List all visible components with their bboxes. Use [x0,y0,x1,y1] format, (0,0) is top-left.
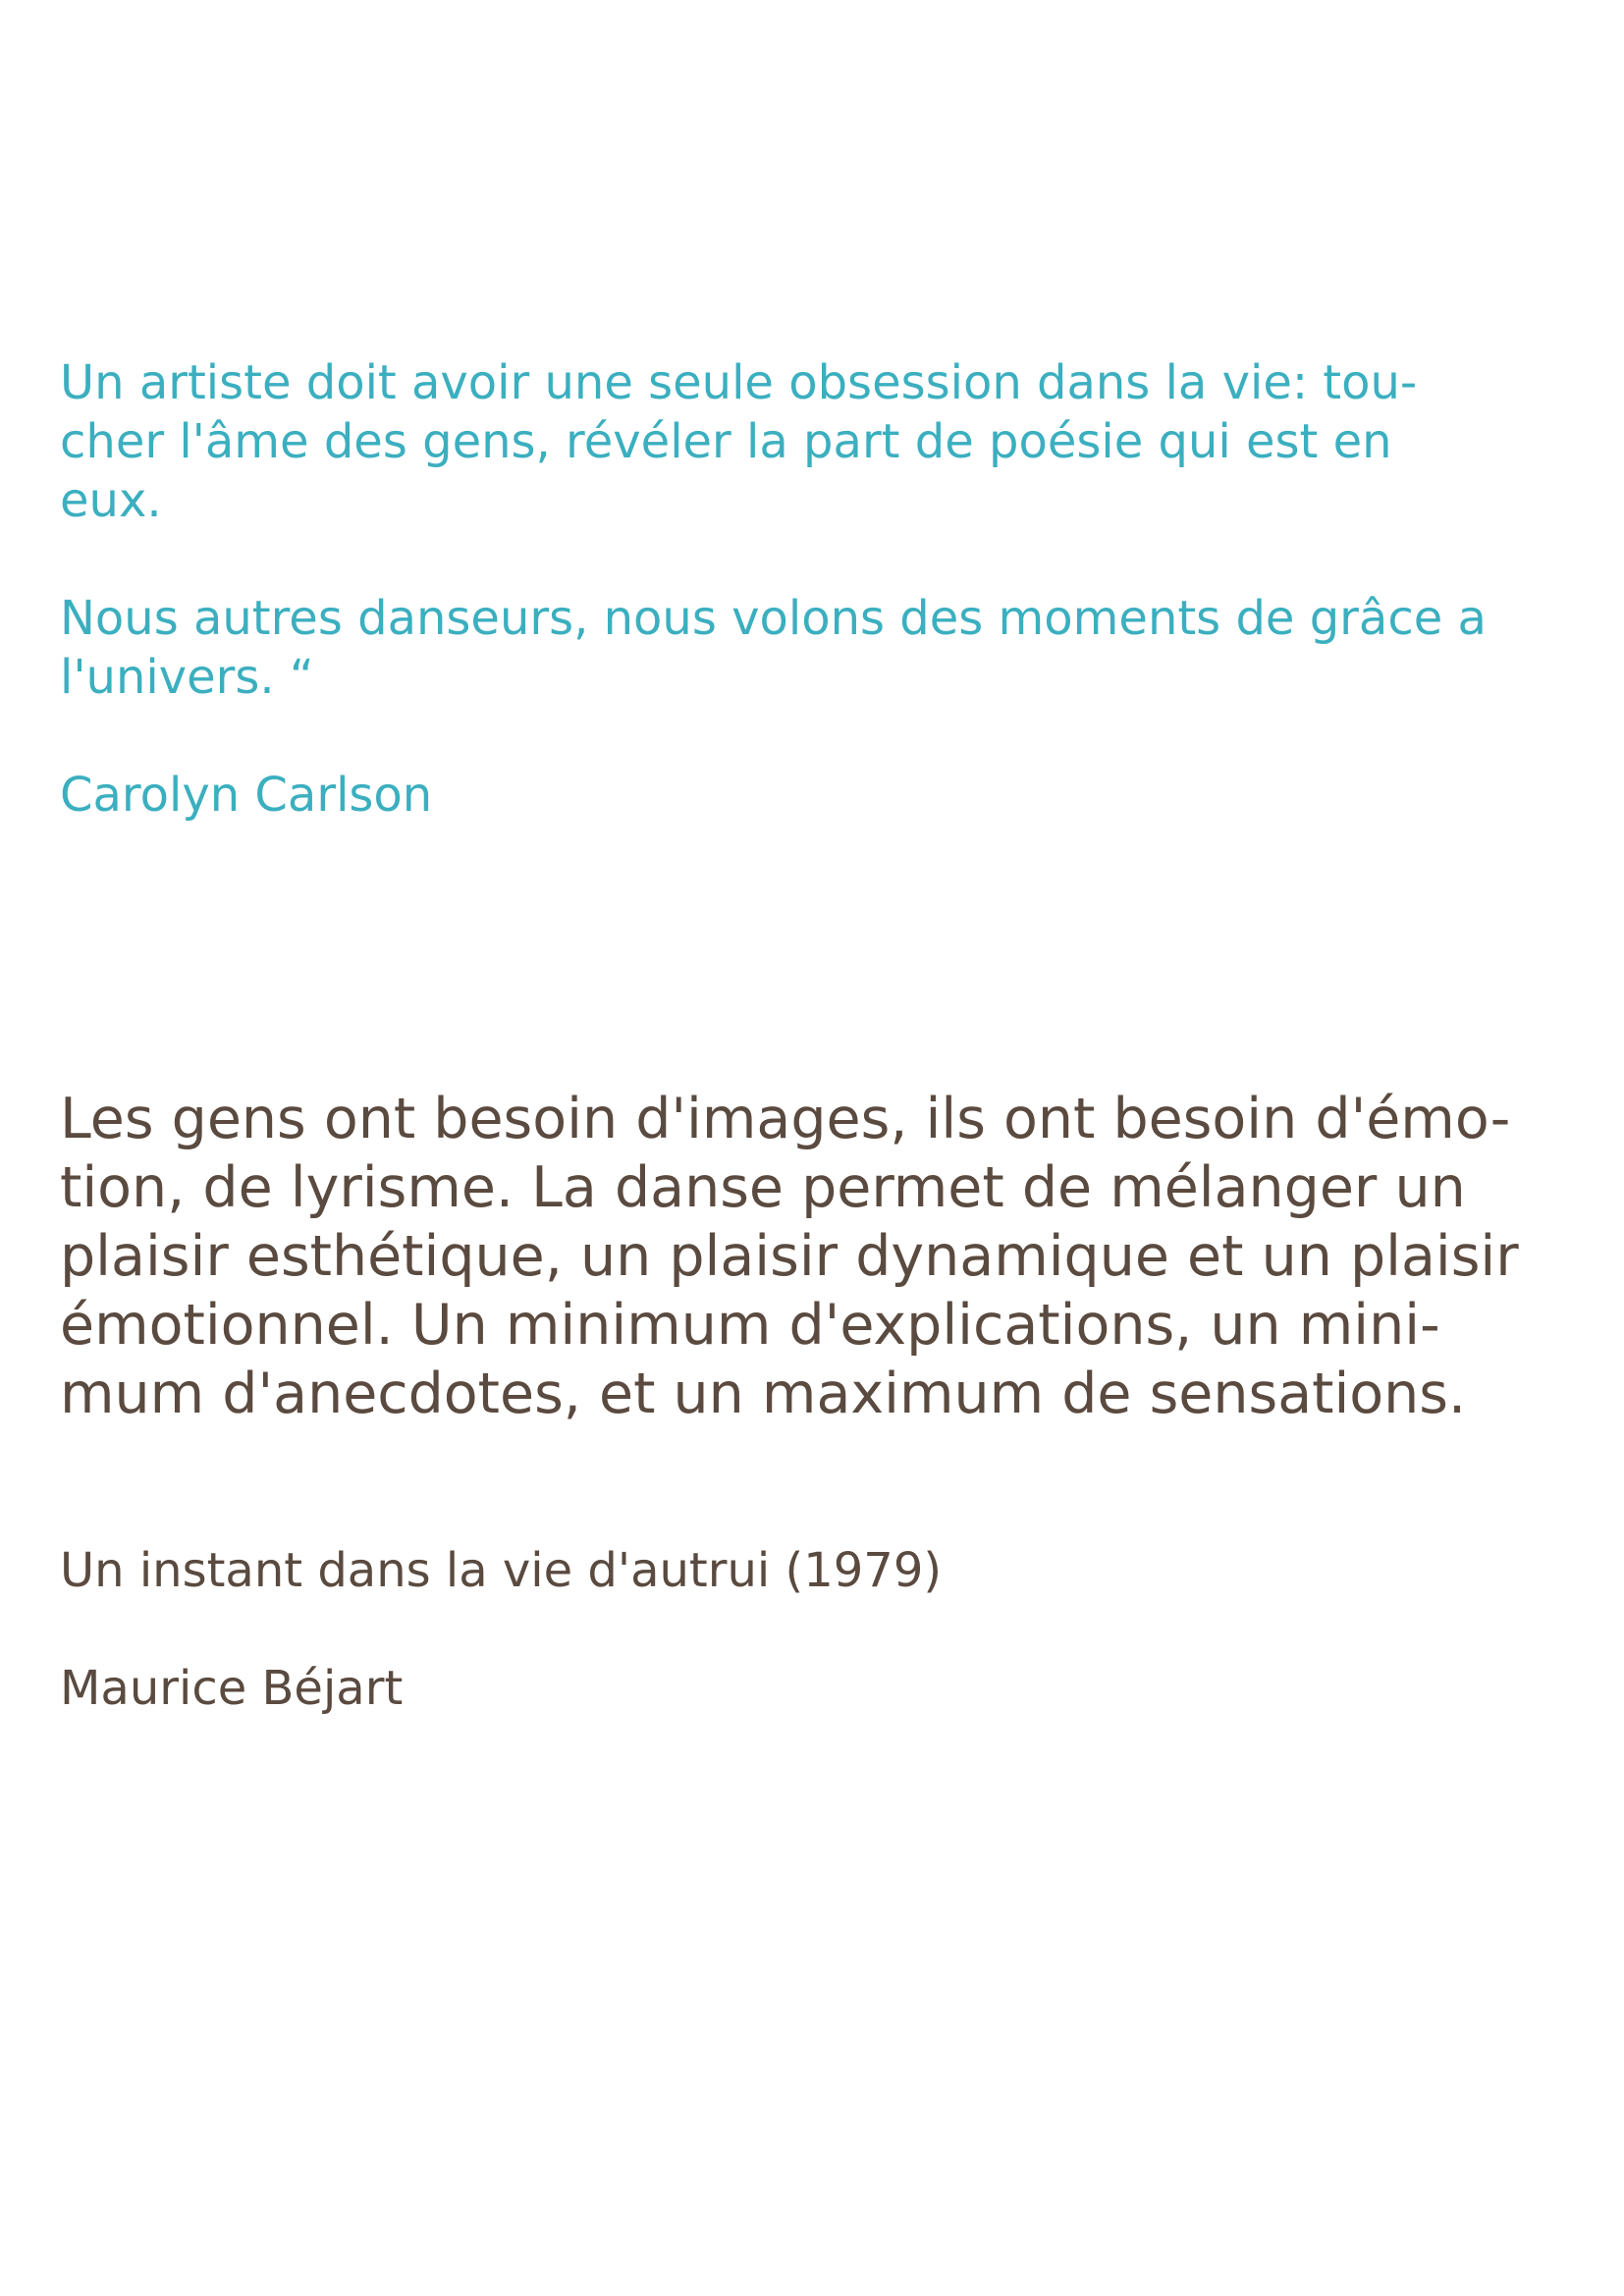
carlson-quote-line: cher l'âme des gens, révéler la part de poésie qui est en [60,414,1392,469]
carlson-author: Carolyn Carlson [60,768,433,823]
carlson-quote-line: l'univers. “ [60,650,314,705]
carlson-quote-line: Un artiste doit avoir une seule obsession dans la vie: tou- [60,355,1418,410]
bejart-quote-line: Les gens ont besoin d'images, ils ont besoin d'émo- [60,1087,1511,1151]
carlson-quote-line: Nous autres danseurs, nous volons des moments de grâce a [60,591,1487,646]
bejart-quote-line: mum d'anecdotes, et un maximum de sensations. [60,1362,1467,1426]
bejart-source: Un instant dans la vie d'autrui (1979) [60,1543,943,1598]
bejart-quote-line: émotionnel. Un minimum d'explications, un mini- [60,1293,1440,1358]
bejart-quote-line: plaisir esthétique, un plaisir dynamique et un plaisir [60,1224,1519,1289]
bejart-quote-line: tion, de lyrisme. La danse permet de mélanger un [60,1155,1466,1220]
bejart-author: Maurice Béjart [60,1661,404,1716]
carlson-quote-line: eux. [60,473,162,528]
